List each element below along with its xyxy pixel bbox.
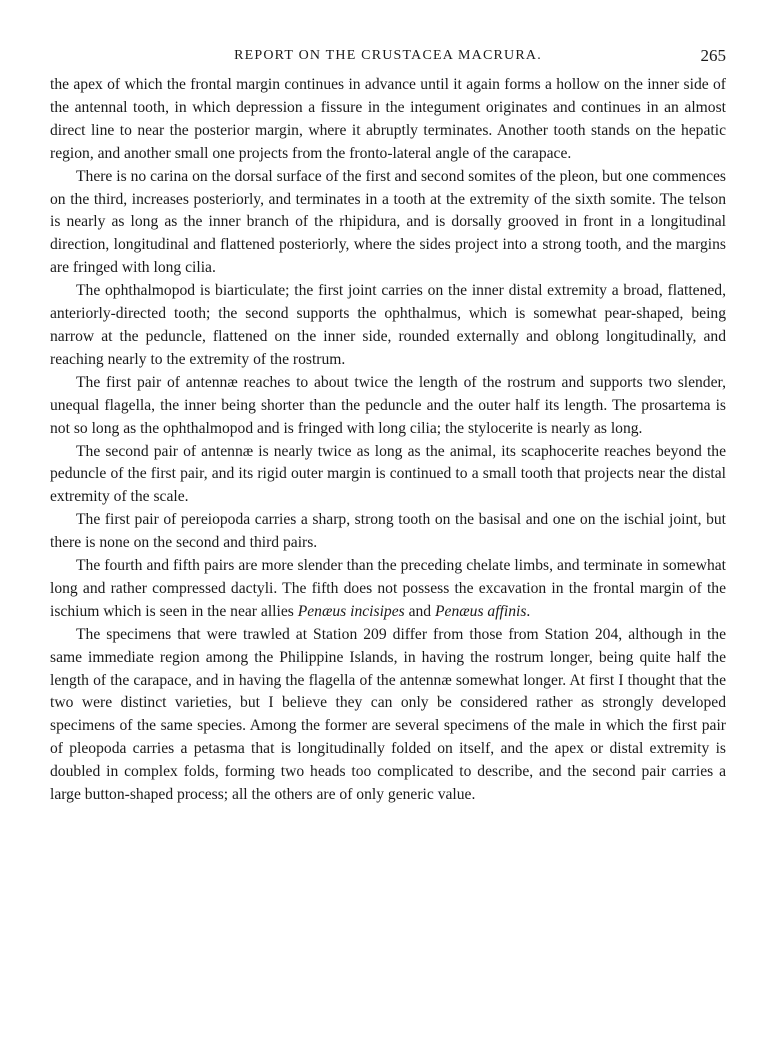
- paragraph-2: There is no carina on the dorsal surface of the first and second somites of the pleon, but one commences on the third, increases posteriorly, and terminates in a tooth at the extremity of the sixth somite. The telson is nearly as long as the inner branch of the rhipidura, and is dorsally grooved in front in a longitudinal direction, longitudinal and flattened posteriorly, where the sides project into a strong tooth, and the margins are fringed with long cilia.: [50, 167, 726, 277]
- paragraph-3: The ophthalmopod is biarticulate; the first joint carries on the inner distal extremity a broad, flattened, anteriorly-directed tooth; the second supports the ophthalmus, which is somewhat pear-shaped, being narrow at the peduncle, flattened on the inner side, rounded externally and oblong longitudinally, and reaching nearly to the extremity of the rostrum.: [50, 282, 726, 368]
- page: [50, 44, 726, 807]
- paragraph-7: [50, 555, 726, 624]
- body-text: [50, 74, 726, 807]
- species-name-incisipes: Penæus incisipes: [297, 602, 405, 620]
- paragraph-5: The second pair of antennæ is nearly twice as long as the animal, its scaphocerite reaches beyond the peduncle of the first pair, and its rigid outer margin is continued to a small tooth that projects near the distal extremity of the scale.: [50, 442, 726, 506]
- paragraph-1: the apex of which the frontal margin continues in advance until it again forms a hollow on the inner side of the antennal tooth, in which depression a fissure in the integument originates and continues in an almost direct line to near the posterior margin, where it abruptly terminates. Another tooth stands on the hepatic region, and another small one projects from the fronto-lateral angle of the carapace.: [50, 76, 726, 162]
- paragraph-4: The first pair of antennæ reaches to about twice the length of the rostrum and supports two slender, unequal flagella, the inner being shorter than the peduncle and the outer half its length. The prosartema is not so long as the ophthalmopod and is fringed with long cilia; the stylocerite is nearly as long.: [50, 373, 726, 437]
- paragraph-8: The specimens that were trawled at Station 209 differ from those from Station 204, although in the same immediate region among the Philippine Islands, in having the rostrum longer, being quite half the length of the carapace, and in having the flagella of the antennæ somewhat longer. At first I thought that the two were distinct varieties, but I believe they can only be considered rather as strongly developed specimens of the same species. Among the former are several specimens of the male in which the first pair of pleopoda carries a petasma that is longitudinally folded on itself, and the apex or distal extremity is doubled in complex folds, forming two heads too complicated to describe, and the second pair carries a large button-shaped process; all the others are of only generic value.: [50, 625, 726, 804]
- paragraph-7-end: .: [526, 602, 531, 620]
- running-head: [50, 44, 726, 74]
- paragraph-7-joiner: and: [404, 602, 435, 620]
- running-title: REPORT ON THE CRUSTACEA MACRURA.: [234, 48, 542, 63]
- species-name-affinis: Penæus affinis: [435, 602, 527, 620]
- paragraph-6: The first pair of pereiopoda carries a sharp, strong tooth on the basisal and one on the ischial joint, but there is none on the second and third pairs.: [50, 511, 726, 552]
- page-number: 265: [700, 46, 726, 65]
- paragraph-7-text: The fourth and fifth pairs are more slender than the preceding chelate limbs, and terminate in somewhat long and rather compressed dactyli. The fifth does not possess the excavation in the frontal margin of the ischium which is seen in the near allies: [50, 557, 726, 620]
